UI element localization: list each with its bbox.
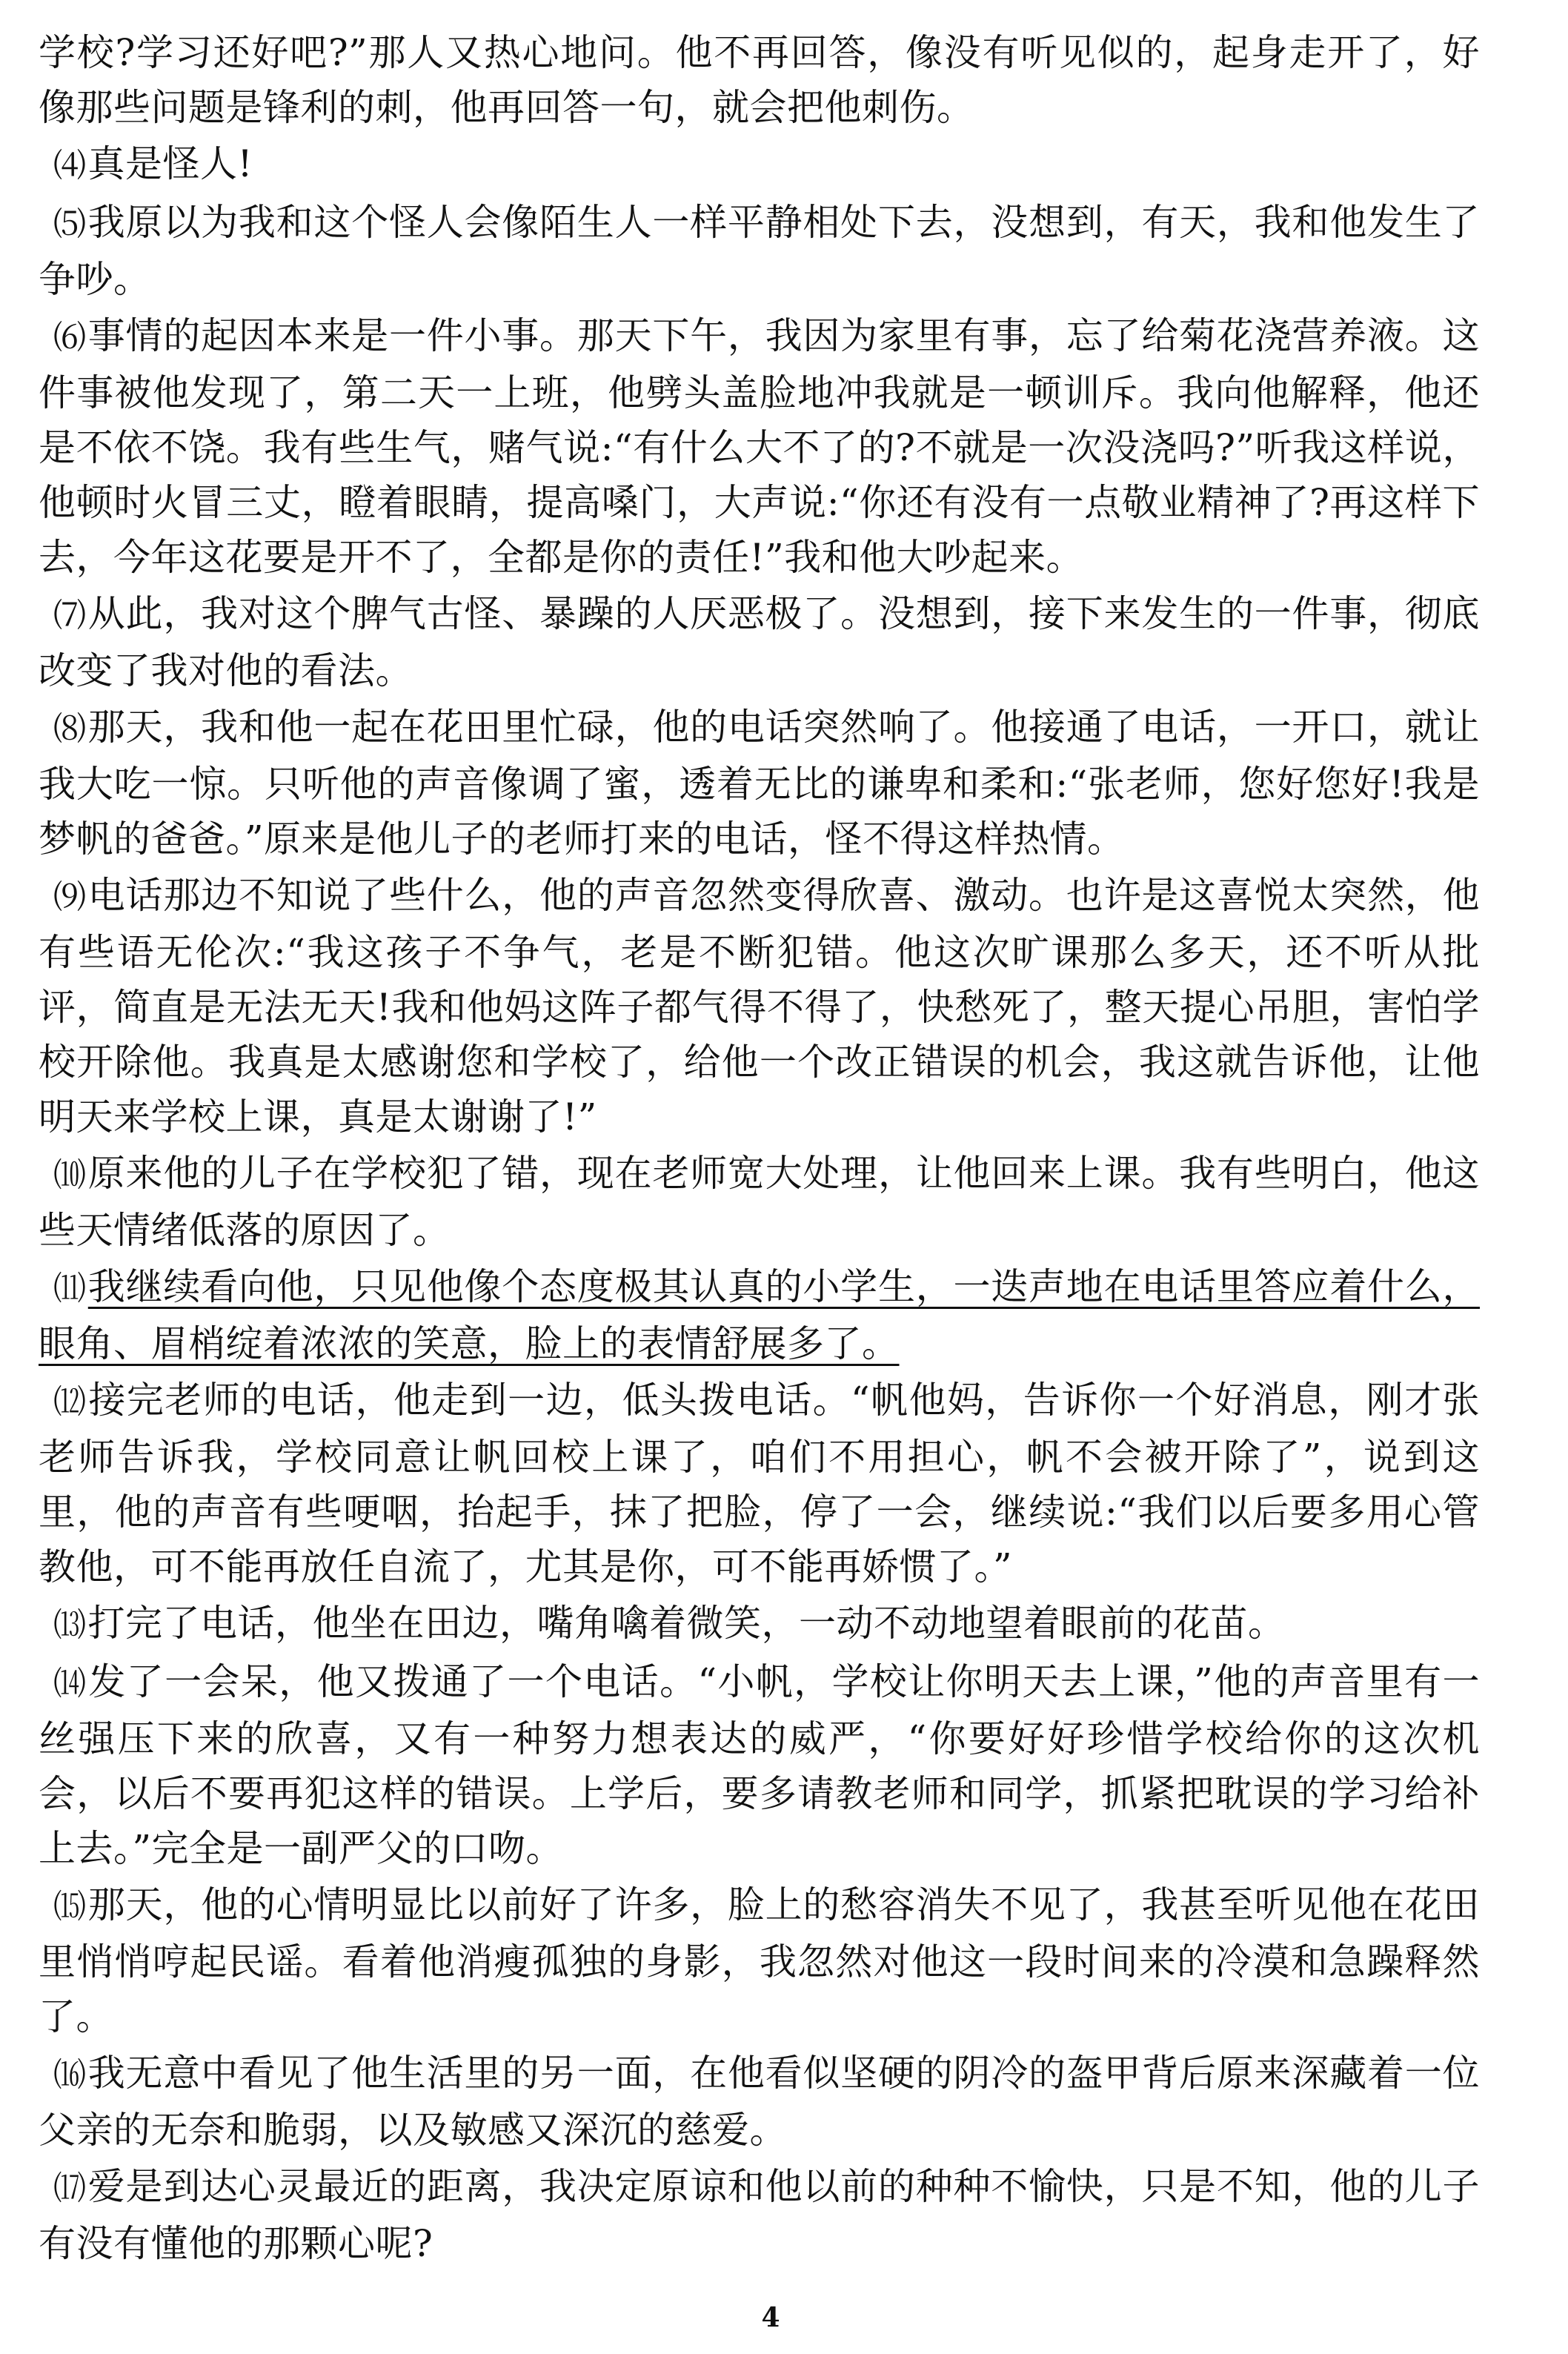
paragraph-4 — [39, 136, 1480, 193]
page-number: 4 — [761, 2302, 780, 2333]
paragraph-9 — [39, 868, 1480, 1144]
paragraph-number: ⒀ — [53, 1606, 87, 1644]
paragraph-number: ⑸ — [53, 205, 87, 243]
paragraph-number: ⑼ — [53, 878, 87, 916]
paragraph-number: ⑾ — [53, 1270, 87, 1307]
paragraph-15 — [39, 1877, 1480, 2044]
underlined-passage: 我继续看向他，只见他像个态度极其认真的小学生，一迭声地在电话里答应着什么，眼角、眉梢绽着浓浓的笑意，脸上的表情舒展多了。 — [39, 1265, 1481, 1365]
paragraph-continuation — [39, 25, 1480, 135]
paragraph-16 — [39, 2046, 1480, 2158]
paragraph-text: 接完老师的电话，他走到一边，低头拨电话。“帆他妈，告诉你一个好消息，刚才张老师告诉我，学校同意让帆回校上课了，咱们不用担心，帆不会被开除了”，说到这里，他的声音有些哽咽，抬起手，抹了把脸，停了一会，继续说:“我们以后要多用心管教他，可不能再放任自流了，尤其是你，可不能再娇惯了。” — [39, 1379, 1481, 1588]
document-body — [39, 25, 1480, 2272]
paragraph-6 — [39, 308, 1480, 585]
paragraph-5 — [39, 195, 1480, 307]
paragraph-number: ⒃ — [53, 2056, 87, 2094]
paragraph-number: ⒁ — [53, 1665, 87, 1702]
paragraph-text: 打完了电话，他坐在田边，嘴角噙着微笑，一动不动地望着眼前的花苗。 — [87, 1602, 1286, 1645]
paragraph-text: 我无意中看见了他生活里的另一面，在他看似坚硬的阴冷的盔甲背后原来深藏着一位父亲的无奈和脆弱，以及敏感又深沉的慈爱。 — [39, 2052, 1481, 2152]
paragraph-10 — [39, 1146, 1480, 1258]
paragraph-11 — [39, 1259, 1480, 1371]
paragraph-text: 那天，他的心情明显比以前好了许多，脸上的愁容消失不见了，我甚至听见他在花田里悄悄哼起民谣。看着他消瘦孤独的身影，我忽然对他这一段时间来的冷漠和急躁释然了。 — [39, 1883, 1481, 2038]
paragraph-7 — [39, 586, 1480, 698]
paragraph-14 — [39, 1654, 1480, 1876]
paragraph-number: ⒄ — [53, 2169, 87, 2207]
paragraph-number: ⑽ — [53, 1156, 87, 1194]
paragraph-text: 爱是到达心灵最近的距离，我决定原谅和他以前的种种不愉快，只是不知，他的儿子有没有懂他的那颗心呢? — [39, 2165, 1481, 2265]
paragraph-text: 从此，我对这个脾气古怪、暴躁的人厌恶极了。没想到，接下来发生的一件事，彻底改变了我对他的看法。 — [39, 592, 1481, 692]
paragraph-number: ⑿ — [53, 1383, 87, 1421]
paragraph-text: 发了一会呆，他又拨通了一个电话。“小帆，学校让你明天去上课，”他的声音里有一丝强压下来的欣喜，又有一种努力想表达的威严，“你要好好珍惜学校给你的这次机会，以后不要再犯这样的错误。上学后，要多请教老师和同学，抓紧把耽误的学习给补上去。”完全是一副严父的口吻。 — [39, 1660, 1481, 1870]
paragraph-number: ⑺ — [53, 597, 87, 634]
paragraph-text: 电话那边不知说了些什么，他的声音忽然变得欣喜、激动。也许是这喜悦太突然，他有些语无伦次:“我这孩子不争气，老是不断犯错。他这次旷课那么多天，还不听从批评，简直是无法无天!我和他妈这阵子都气得不得了，快愁死了，整天提心吊胆，害怕学校开除他。我真是太感谢您和学校了，给他一个改正错误的机会，我这就告诉他，让他明天来学校上课，真是太谢谢了!” — [39, 874, 1481, 1138]
paragraph-number: ⒂ — [53, 1888, 87, 1926]
paragraph-text: 那天，我和他一起在花田里忙碌，他的电话突然响了。他接通了电话，一开口，就让我大吃一惊。只听他的声音像调了蜜，透着无比的谦卑和柔和:“张老师，您好您好!我是梦帆的爸爸。”原来是他儿子的老师打来的电话，怪不得这样热情。 — [39, 706, 1481, 861]
paragraph-13 — [39, 1596, 1480, 1653]
paragraph-text: 真是怪人! — [87, 142, 253, 185]
paragraph-17 — [39, 2159, 1480, 2271]
paragraph-12 — [39, 1373, 1480, 1594]
paragraph-number: ⑻ — [53, 710, 87, 748]
paragraph-text: 我原以为我和这个怪人会像陌生人一样平静相处下去，没想到，有天，我和他发生了争吵。 — [39, 201, 1481, 301]
paragraph-text: 原来他的儿子在学校犯了错，现在老师宽大处理，让他回来上课。我有些明白，他这些天情绪低落的原因了。 — [39, 1152, 1481, 1252]
paragraph-text: 事情的起因本来是一件小事。那天下午，我因为家里有事，忘了给菊花浇营养液。这件事被他发现了，第二天一上班，他劈头盖脸地冲我就是一顿训斥。我向他解释，他还是不依不饶。我有些生气，赌气说:“有什么大不了的?不就是一次没浇吗?”听我这样说，他顿时火冒三丈，瞪着眼睛，提高嗓门，大声说:“你还有没有一点敬业精神了?再这样下去，今年这花要是开不了，全都是你的责任!”我和他大吵起来。 — [39, 314, 1481, 579]
paragraph-number: ⑷ — [53, 147, 87, 185]
paragraph-text: 学校?学习还好吧?”那人又热心地问。他不再回答，像没有听见似的，起身走开了，好像那些问题是锋利的刺，他再回答一句，就会把他刺伤。 — [39, 31, 1480, 129]
paragraph-8 — [39, 700, 1480, 866]
paragraph-number: ⑹ — [53, 319, 87, 357]
